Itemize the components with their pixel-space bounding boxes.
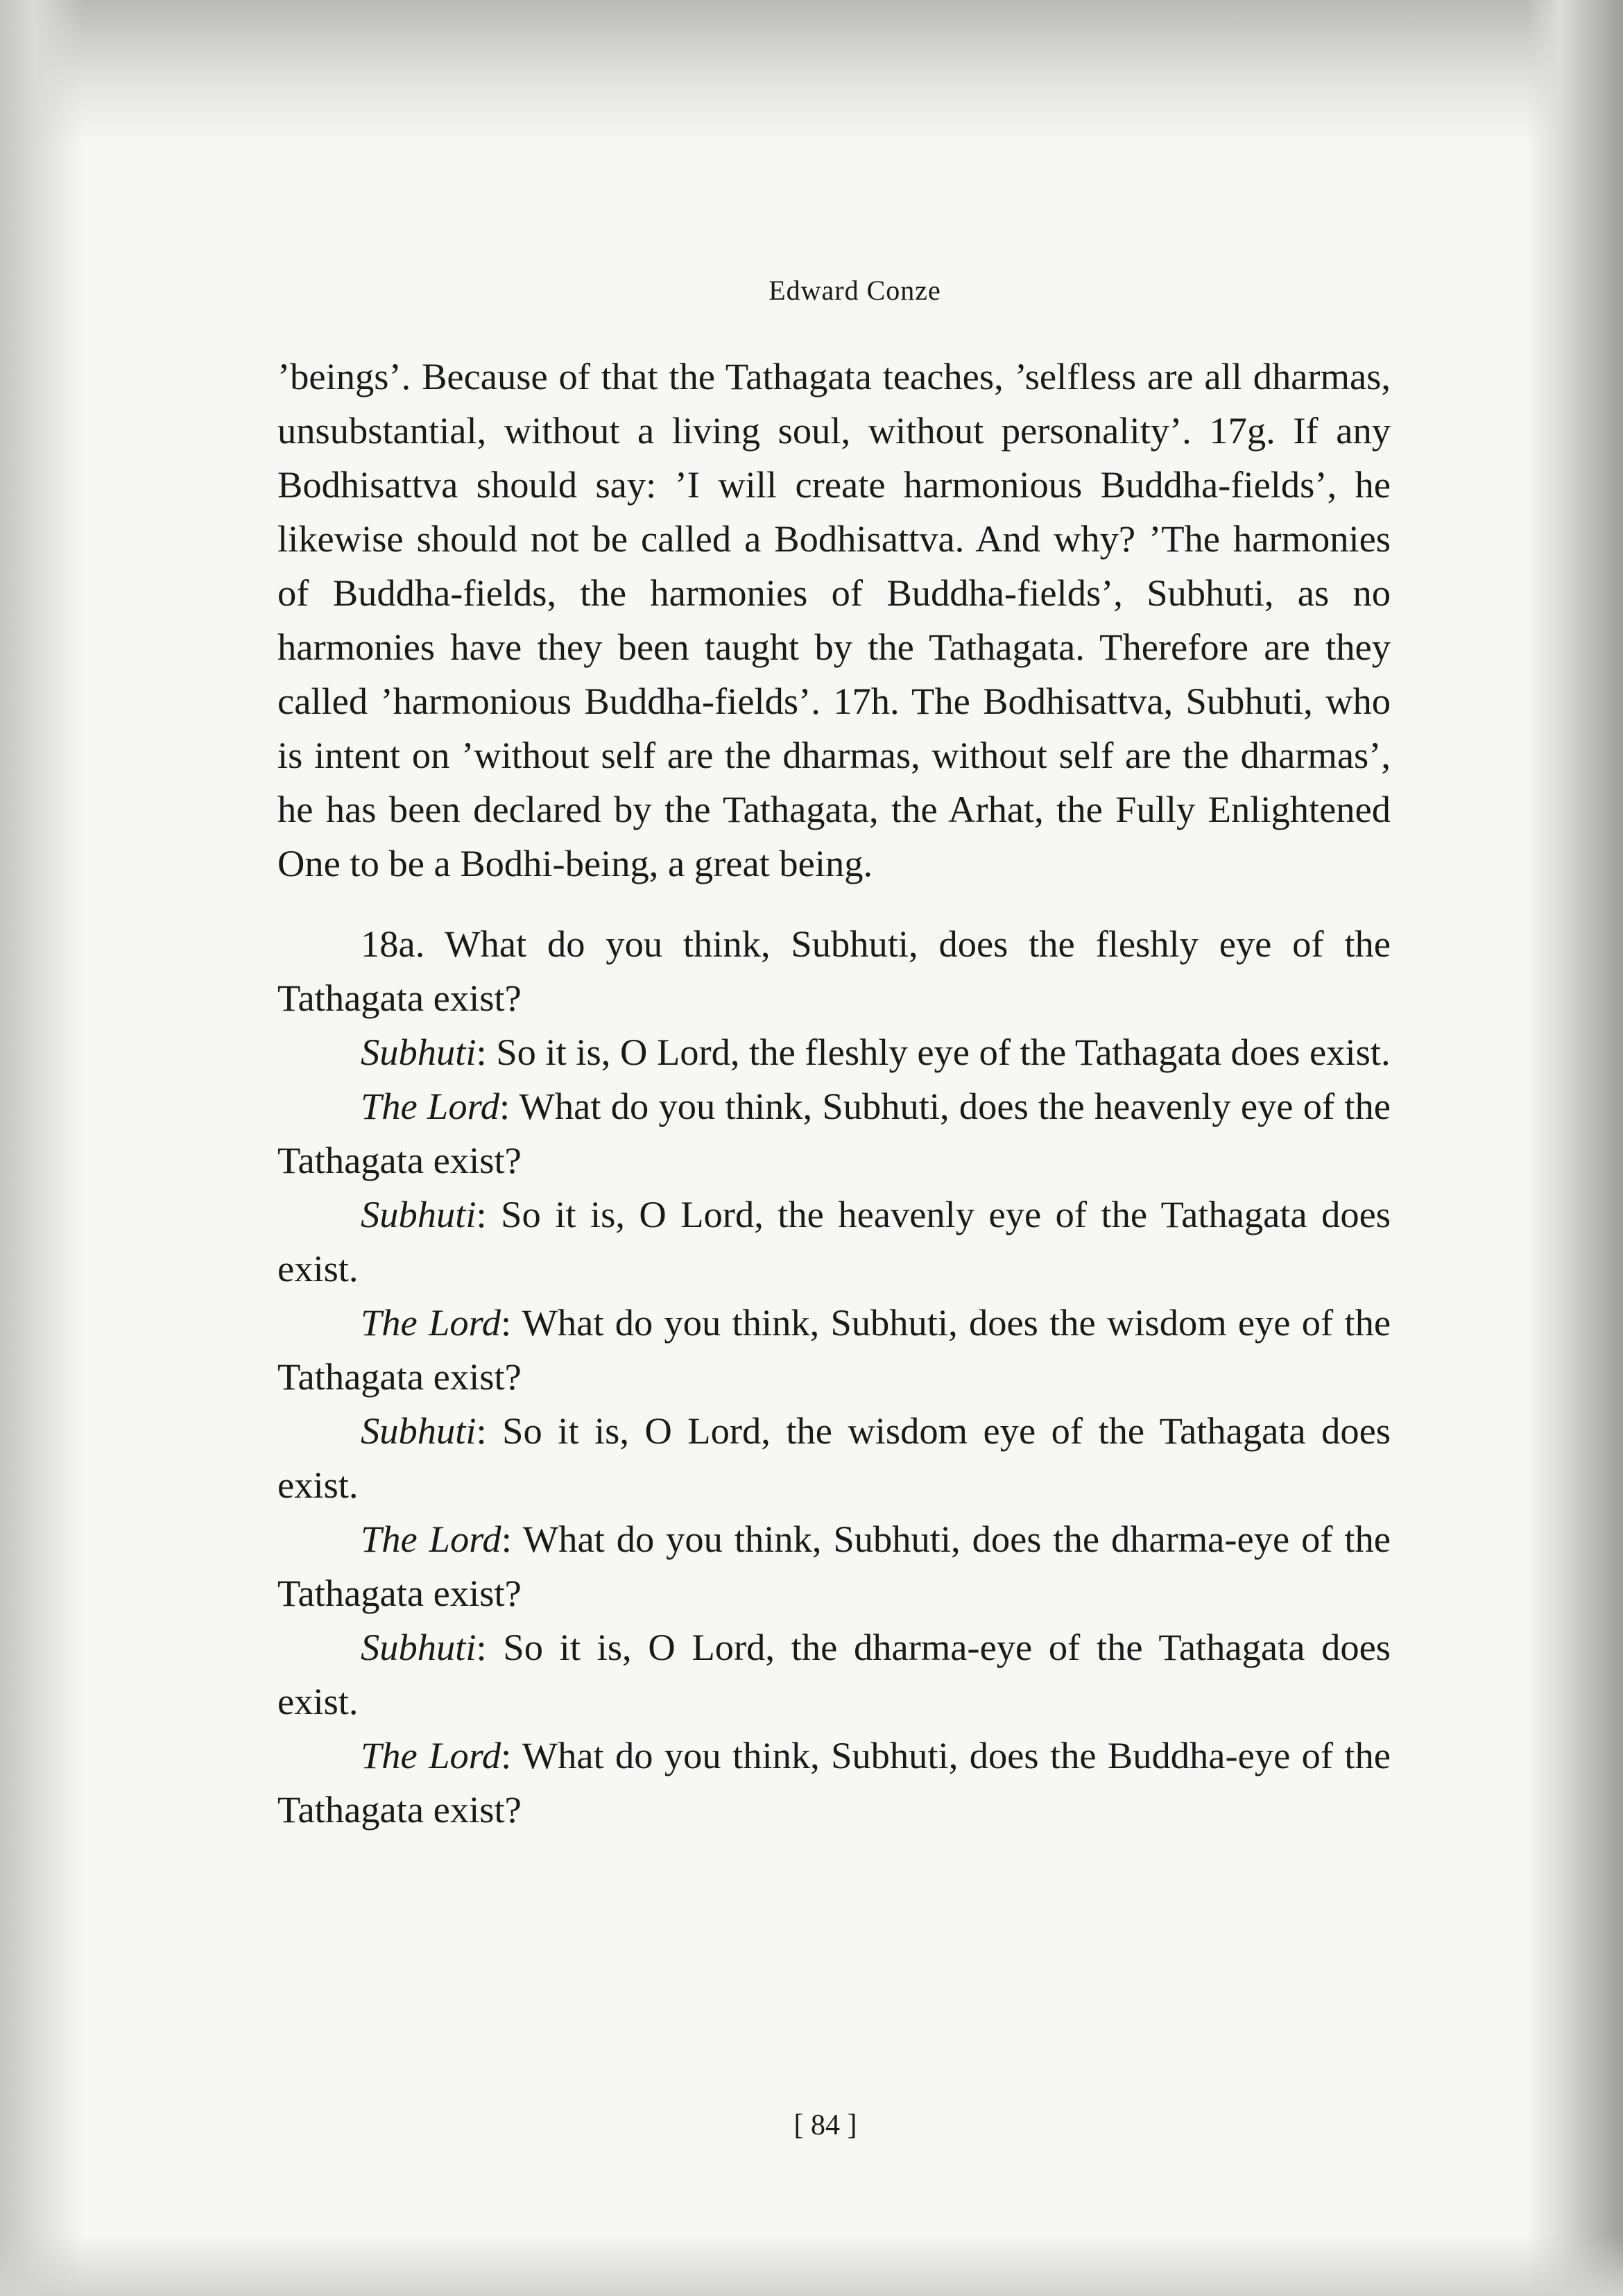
- dialogue-paragraph: [277, 1512, 1391, 1620]
- running-head: Edward Conze: [768, 275, 941, 306]
- paragraph-18a: [277, 917, 1391, 1025]
- dialogue-text: : What do you think, Subhuti, does the wisdom eye of the Tathagata exist?: [277, 1301, 1391, 1398]
- paragraph-continuation: [277, 350, 1391, 891]
- speaker-name: The Lord: [361, 1085, 500, 1127]
- dialogue-paragraph: [277, 1079, 1391, 1188]
- speaker-name: Subhuti: [361, 1193, 476, 1235]
- dialogue-paragraph: [277, 1188, 1391, 1296]
- scan-shadow-top: [0, 0, 1623, 146]
- dialogue-text: : So it is, O Lord, the wisdom eye of the Tathagata does exist.: [277, 1410, 1391, 1506]
- page-body: [277, 274, 1391, 1837]
- page-number: [ 84 ]: [793, 2109, 857, 2141]
- dialogue-text: : What do you think, Subhuti, does the dharma-eye of the Tathagata exist?: [277, 1518, 1391, 1614]
- dialogue-text: : What do you think, Subhuti, does the heavenly eye of the Tathagata exist?: [277, 1085, 1391, 1181]
- dialogue-paragraph: [277, 1620, 1391, 1729]
- scan-shadow-right: [1526, 0, 1623, 2296]
- speaker-name: Subhuti: [361, 1410, 476, 1452]
- dialogue-text: : So it is, O Lord, the fleshly eye of the Tathagata does exist.: [476, 1031, 1391, 1073]
- dialogue-paragraph: [277, 1296, 1391, 1404]
- dialogue-paragraph: [277, 1729, 1391, 1837]
- speaker-name: The Lord: [361, 1301, 501, 1344]
- dialogue-text: : So it is, O Lord, the dharma-eye of the Tathagata does exist.: [277, 1626, 1391, 1722]
- speaker-name: The Lord: [361, 1734, 501, 1776]
- speaker-name: Subhuti: [361, 1626, 476, 1668]
- dialogue-paragraph: [277, 1404, 1391, 1512]
- dialogue-text: : What do you think, Subhuti, does the Buddha-eye of the Tathagata exist?: [277, 1734, 1391, 1831]
- paragraph-text: ’beings’. Because of that the Tathagata teaches, ’selfless are all dharmas, unsubstantial, without a living soul, without personality’. 17g. If any Bodhisattva should say: ’I will create harmonious Buddha-fields’, he likewise should not be called a Bodhisattva. And why? ’The harmonies of Buddha-fields, the harmonies of Buddha-fields’, Subhuti, as no harmonies have they been taught by the Tathagata. Therefore are they called ’harmonious Buddha-fields’. 17h. The Bodhisattva, Subhuti, who is intent on ’without self are the dharmas, without self are the dharmas’, he has been declared by the Tathagata, the Arhat, the Fully Enlightened One to be a Bodhi-being, a great being.: [277, 355, 1391, 884]
- scan-shadow-bottom: [0, 2234, 1623, 2296]
- speaker-name: The Lord: [361, 1518, 501, 1560]
- dialogue-paragraph: [277, 1025, 1391, 1079]
- paragraph-text: 18a. What do you think, Subhuti, does the fleshly eye of the Tathagata exist?: [277, 923, 1391, 1019]
- scan-shadow-left: [0, 0, 83, 2296]
- dialogue-text: : So it is, O Lord, the heavenly eye of the Tathagata does exist.: [277, 1193, 1391, 1290]
- speaker-name: Subhuti: [361, 1031, 476, 1073]
